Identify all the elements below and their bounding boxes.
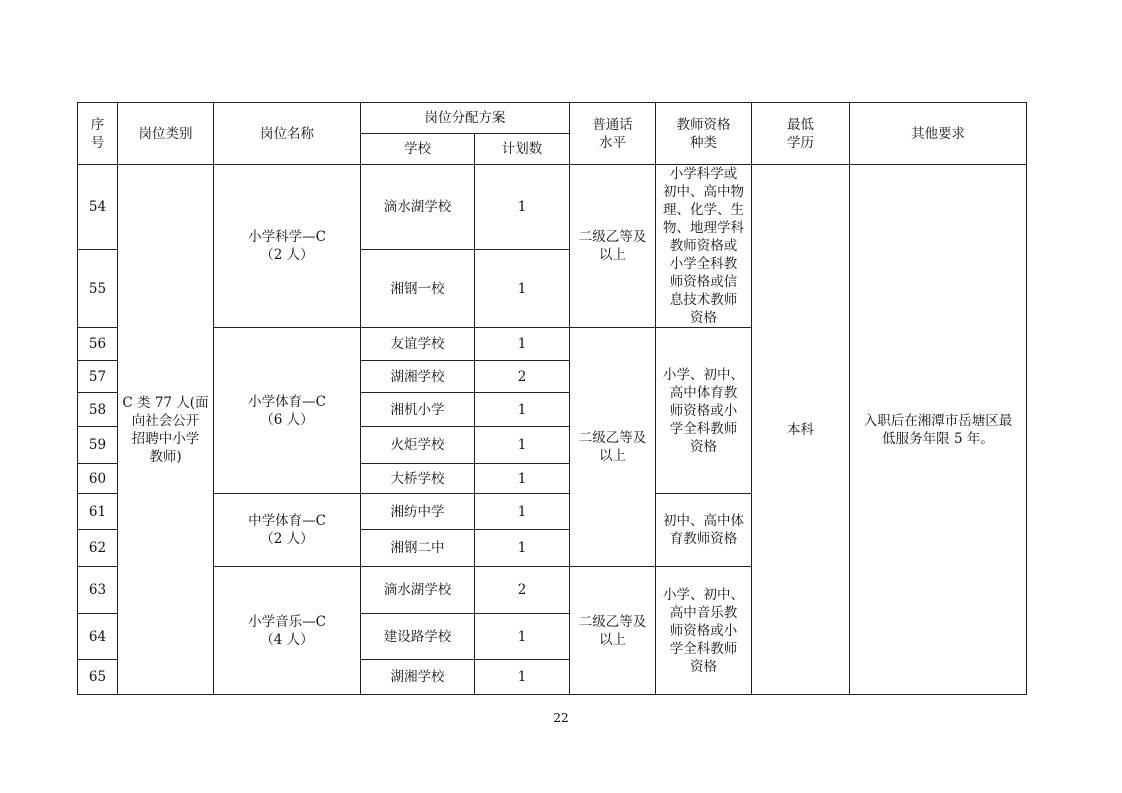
position-cell: 小学科学—C （2 人） — [214, 165, 361, 328]
plan-cell: 1 — [475, 328, 570, 361]
school-cell: 建设路学校 — [361, 614, 475, 660]
seq-cell: 55 — [78, 250, 118, 328]
plan-cell: 1 — [475, 530, 570, 567]
header-cert: 教师资格 种类 — [656, 103, 752, 165]
seq-cell: 58 — [78, 393, 118, 427]
school-cell: 滴水湖学校 — [361, 165, 475, 250]
plan-cell: 1 — [475, 165, 570, 250]
seq-cell: 65 — [78, 660, 118, 695]
school-cell: 火炬学校 — [361, 427, 475, 464]
plan-cell: 1 — [475, 250, 570, 328]
school-cell: 大桥学校 — [361, 464, 475, 494]
header-education: 最低 学历 — [752, 103, 850, 165]
position-cell: 中学体育—C （2 人） — [214, 494, 361, 567]
school-cell: 湖湘学校 — [361, 660, 475, 695]
mandarin-cell: 二级乙等及 以上 — [570, 165, 656, 328]
position-cell: 小学音乐—C （4 人） — [214, 567, 361, 695]
header-seq: 序 号 — [78, 103, 118, 165]
mandarin-cell: 二级乙等及 以上 — [570, 567, 656, 695]
seq-cell: 57 — [78, 361, 118, 393]
recruitment-table — [77, 102, 1027, 695]
school-cell: 湘纺中学 — [361, 494, 475, 530]
seq-cell: 56 — [78, 328, 118, 361]
education-cell: 本科 — [752, 165, 850, 695]
cert-cell: 小学、初中、 高中音乐教 师资格或小 学全科教师 资格 — [656, 567, 752, 695]
position-cell: 小学体育—C （6 人） — [214, 328, 361, 494]
school-cell: 湘钢二中 — [361, 530, 475, 567]
other-requirements-cell: 入职后在湘潭市岳塘区最 低服务年限 5 年。 — [850, 165, 1027, 695]
cert-cell: 小学科学或 初中、高中物 理、化学、生 物、地理学科 教师资格或 小学全科教 师资格或信 息技术教师 资格 — [656, 165, 752, 328]
header-position: 岗位名称 — [214, 103, 361, 165]
header-mandarin: 普通话 水平 — [570, 103, 656, 165]
page-number: 22 — [553, 711, 569, 725]
header-other: 其他要求 — [850, 103, 1027, 165]
seq-cell: 63 — [78, 567, 118, 614]
table-row — [78, 165, 1027, 250]
school-cell: 滴水湖学校 — [361, 567, 475, 614]
plan-cell: 1 — [475, 427, 570, 464]
seq-cell: 60 — [78, 464, 118, 494]
school-cell: 友谊学校 — [361, 328, 475, 361]
school-cell: 湖湘学校 — [361, 361, 475, 393]
school-cell: 湘钢一校 — [361, 250, 475, 328]
plan-cell: 2 — [475, 361, 570, 393]
header-school: 学校 — [361, 134, 475, 165]
header-allocation: 岗位分配方案 — [361, 103, 570, 134]
plan-cell: 1 — [475, 660, 570, 695]
seq-cell: 61 — [78, 494, 118, 530]
category-cell: C 类 77 人(面 向社会公开 招聘中小学 教师) — [118, 165, 214, 695]
seq-cell: 64 — [78, 614, 118, 660]
header-plan: 计划数 — [475, 134, 570, 165]
seq-cell: 59 — [78, 427, 118, 464]
seq-cell: 62 — [78, 530, 118, 567]
plan-cell: 2 — [475, 567, 570, 614]
mandarin-cell: 二级乙等及 以上 — [570, 328, 656, 567]
plan-cell: 1 — [475, 494, 570, 530]
plan-cell: 1 — [475, 464, 570, 494]
cert-cell: 小学、初中、 高中体育教 师资格或小 学全科教师 资格 — [656, 328, 752, 494]
seq-cell: 54 — [78, 165, 118, 250]
plan-cell: 1 — [475, 614, 570, 660]
cert-cell: 初中、高中体 育教师资格 — [656, 494, 752, 567]
plan-cell: 1 — [475, 393, 570, 427]
school-cell: 湘机小学 — [361, 393, 475, 427]
header-category: 岗位类别 — [118, 103, 214, 165]
